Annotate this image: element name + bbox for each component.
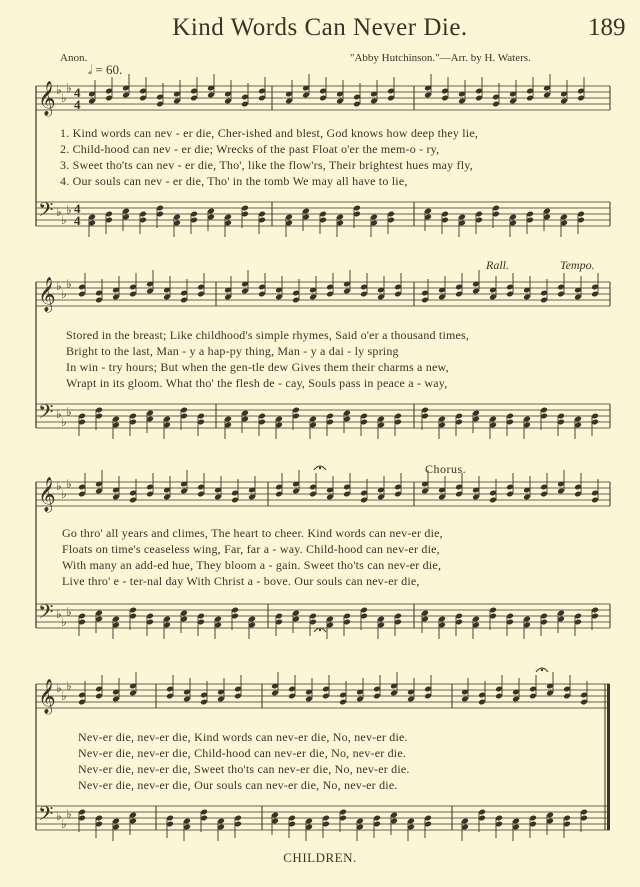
verse-2-line-3: Floats on time's ceaseless wing, Far, far a - way. Child-hood can nev-er die, [62,542,440,556]
flat-sign: ♭ [56,681,62,695]
verse-4-line-1: 4. Our souls can nev - er die, Tho' in the tomb We may all have to lie, [60,174,408,188]
flat-sign: ♭ [56,407,62,421]
hymn-title: Kind Words Can Never Die. [172,14,468,41]
flat-sign: ♭ [61,415,67,429]
verse-3-line-4: Nev-er die, nev-er die, Sweet tho'ts can nev-er die, No, nev-er die. [78,762,410,776]
chorus-label: Chorus. [425,462,467,476]
time-signature: 4 [74,201,81,216]
flat-sign: ♭ [56,83,62,97]
treble-clef: 𝄞 [38,477,56,512]
flat-sign: ♭ [56,279,62,293]
flat-sign: ♭ [66,405,72,419]
treble-clef: 𝄞 [38,679,56,714]
flat-sign: ♭ [61,287,67,301]
footer-section-label: CHILDREN. [283,850,357,865]
treble-clef: 𝄞 [38,277,56,312]
time-signature: 4 [74,213,81,228]
flat-sign: ♭ [66,679,72,693]
flat-sign: ♭ [61,91,67,105]
verse-4-line-2: Wrapt in its gloom. What tho' the flesh de - cay, Souls pass in peace a - way, [66,376,448,390]
flat-sign: ♭ [61,213,67,227]
verse-2-line-4: Nev-er die, nev-er die, Child-hood can nev-er die, No, nev-er die. [78,746,407,760]
verse-2-line-1: 2. Child-hood can nev - er die; Wrecks of the past Float o'er the mem-o - ry, [60,142,440,156]
tempo-value: = 60. [95,62,123,77]
flat-sign: ♭ [66,477,72,491]
verse-2-line-2: Bright to the last, Man - y a hap-py thing, Man - y a dai - ly spring [66,344,399,358]
bass-clef: 𝄢 [38,802,54,830]
flat-sign: ♭ [56,205,62,219]
fermata-dot [319,629,321,631]
page-number: 189 [588,14,626,41]
verse-1-line-1: 1. Kind words can nev - er die, Cher-ished and blest, God knows how deep they lie, [60,126,479,140]
verse-3-line-3: With many an add-ed hue, They bloom a - gain. Sweet tho'ts can nev-er die, [62,558,442,572]
flat-sign: ♭ [61,615,67,629]
flat-sign: ♭ [61,689,67,703]
time-signature: 4 [74,97,81,112]
tempo-return-marking: Tempo. [560,258,595,272]
final-bar-thick [607,684,610,830]
verse-1-line-2: Stored in the breast; Like childhood's simple rhymes, Said o'er a thousand times, [66,328,470,342]
verse-1-line-3: Go thro' all years and climes, The heart to cheer. Kind words can nev-er die, [62,526,443,540]
bass-clef: 𝄢 [38,198,54,226]
author-credit: Anon. [60,52,88,64]
time-signature: 4 [74,85,81,100]
bass-clef: 𝄢 [38,400,54,428]
flat-sign: ♭ [66,81,72,95]
flat-sign: ♭ [56,607,62,621]
arranger-credit: "Abby Hutchinson."—Arr. by H. Waters. [350,52,531,64]
verse-1-line-4: Nev-er die, nev-er die, Kind words can nev-er die, No, nev-er die. [78,730,408,744]
verse-4-line-4: Nev-er die, nev-er die, Our souls can nev-er die, No, nev-er die. [78,778,398,792]
fermata-dot [541,669,543,671]
flat-sign: ♭ [66,277,72,291]
flat-sign: ♭ [66,605,72,619]
flat-sign: ♭ [61,487,67,501]
treble-clef: 𝄞 [38,81,56,116]
flat-sign: ♭ [66,203,72,217]
bass-clef: 𝄢 [38,600,54,628]
rall-marking: Rall. [486,258,509,272]
fermata-dot [319,467,321,469]
verse-4-line-3: Live thro' e - ter-nal day With Christ a - bove. Our souls can nev-er die, [62,574,420,588]
flat-sign: ♭ [56,809,62,823]
verse-3-line-2: In win - try hours; But when the gen-tle dew Gives them their charms a new, [66,360,449,374]
flat-sign: ♭ [56,479,62,493]
flat-sign: ♭ [61,817,67,831]
flat-sign: ♭ [66,807,72,821]
verse-3-line-1: 3. Sweet tho'ts can nev - er die, Tho', like the flow'rs, Their brightest hues may fly, [60,158,473,172]
half-note-glyph: 𝅗𝅥 [88,62,93,77]
